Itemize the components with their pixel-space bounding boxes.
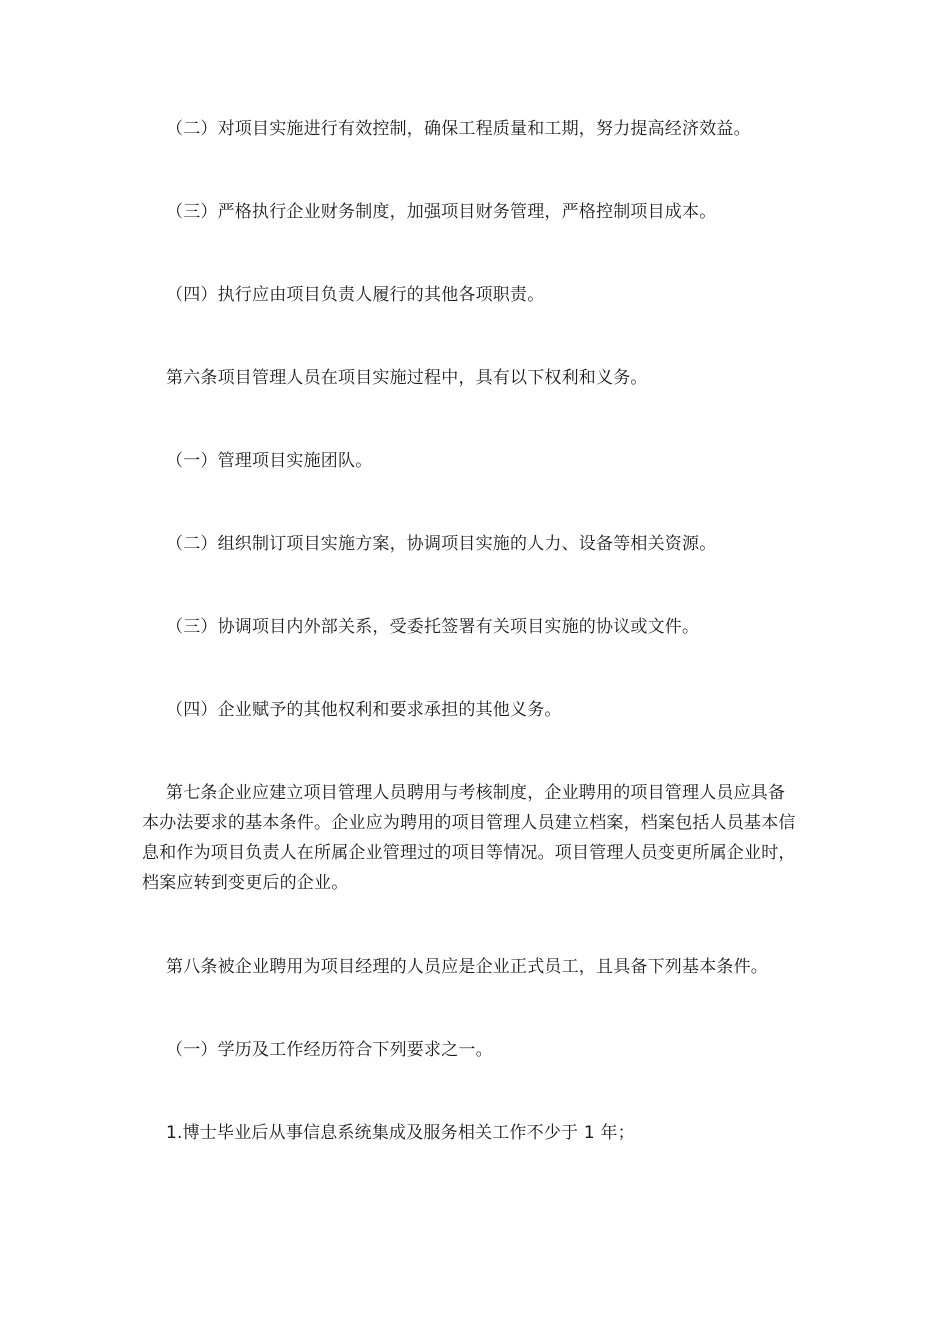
article-8-heading: 第八条被企业聘用为项目经理的人员应是企业正式员工，且具备下列基本条件。	[166, 957, 768, 977]
article-7-paragraph: 第七条企业应建立项目管理人员聘用与考核制度，企业聘用的项目管理人员应具备本办法要求的基本条件。企业应为聘用的项目管理人员建立档案，档案包括人员基本信息和作为项目负责人在所属企业管理过的项目等情况。项目管理人员变更所属企业时，档案应转到变更后的企业。	[142, 783, 796, 893]
paragraph-coordinate-relations: （三）协调项目内外部关系，受委托签署有关项目实施的协议或文件。	[166, 617, 700, 637]
paragraph-plan-resources: （二）组织制订项目实施方案，协调项目实施的人力、设备等相关资源。	[166, 534, 717, 554]
paragraph-manage-team: （一）管理项目实施团队。	[166, 451, 373, 471]
paragraph-control-duty: （二）对项目实施进行有效控制，确保工程质量和工期，努力提高经济效益。	[166, 119, 751, 139]
paragraph-education-requirements: （一）学历及工作经历符合下列要求之一。	[166, 1040, 493, 1060]
paragraph-other-duties: （四）执行应由项目负责人履行的其他各项职责。	[166, 285, 545, 305]
article-6-heading: 第六条项目管理人员在项目实施过程中，具有以下权利和义务。	[166, 368, 648, 388]
paragraph-finance-duty: （三）严格执行企业财务制度，加强项目财务管理，严格控制项目成本。	[166, 202, 717, 222]
paragraph-other-rights: （四）企业赋予的其他权利和要求承担的其他义务。	[166, 700, 562, 720]
list-item-phd-requirement: 1.博士毕业后从事信息系统集成及服务相关工作不少于 1 年；	[166, 1123, 635, 1143]
